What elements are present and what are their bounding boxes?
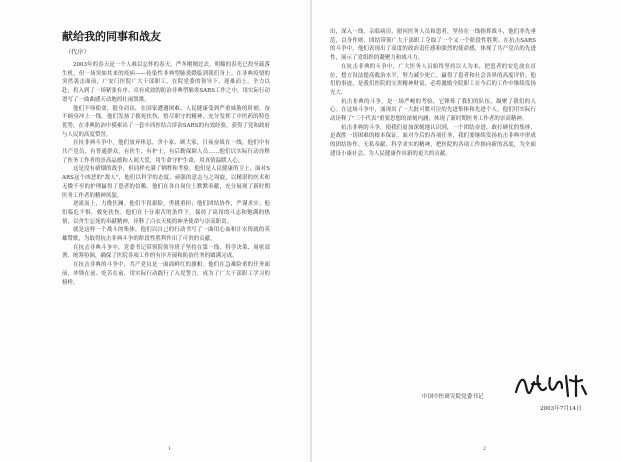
paragraph: 这是没有硝烟的战争，但同样充满了牺牲和考验。他们是人民健康的卫士，面对SARS这个凶恶的"敌人"，他们以科学的态度、顽强的意志与之周旋，以精湛的医术和无微不至的护理赢得了患者的信赖。他们在各自岗位上默默奉献，充分展现了新时期医务工作者的精神风貌。 xyxy=(62,166,270,199)
paragraph: 出，深入一线，亲临病房，慰问医务人员和患者，坚持在一线指挥战斗，他们率先垂范，以身作则，团结带领广大干部职工夺取了一个又一个阶段性胜利。在抗击SARS的斗争中，他们表现出了高度的政治责任感和强烈的使命感，体现了共产党员的先进性，展示了党组织的凝聚力和战斗力。 xyxy=(330,29,536,62)
paragraph: 在抗击非典斗争中，党委书记带领院领导班子坚持在第一线，科学决策、周密部署、统筹协调，确保了医院各项工作的有序开展和防治任务的圆满完成。 xyxy=(62,244,270,260)
left-text-column xyxy=(62,28,270,287)
document-title: 献给我的同事和战友 xyxy=(62,30,161,43)
right-text-column xyxy=(330,28,536,159)
signature-organization: 中国中医研究院党委书记 xyxy=(422,394,484,400)
page-number: 2 xyxy=(483,446,487,452)
paragraph: 抗击非典的斗争，是一场严峻的考验，它锤炼了我们的队伍，凝聚了我们的人心。在这场斗争中，涌现出了一大批可歌可泣的先进集体和先进个人，他们用实际行动诠释了"三个代表"重要思想的深刻内涵，体现了新时期医务工作者的崇高精神。 xyxy=(330,98,536,123)
paragraph: 2003年的春天是一个人难以忘怀的春天。严冬刚刚过去，明媚的春光已投至疏落生机，但一场突如其来的疫病——传染性非典型肺炎降临到我们身上。在非典疫情的突然袭击面前，广安门医院广大干部职工，在院党委的领导下，迎难而上，全力以赴，投入到了一场紧张有序、卓有成效的防治非典型肺炎SARS工作之中，用实际行动谱写了一曲曲感天动地的壮丽凯歌。 xyxy=(62,62,270,103)
page-number: 1 xyxy=(168,446,172,452)
paragraph: 在抗击非典的斗争中，共产党员是一面面鲜红的旗帜。他们在急难险重的任务面前，冲锋在前、吃苦在前，用实际行动践行了入党誓言，成为了广大干部职工学习的榜样。 xyxy=(62,262,270,286)
paragraph: 在抗非典斗争中，他们放弃休息，舍小家、顾大家，日夜奋战在一线，他们中有共产党员，有普通群众，有医生、有护士，有后勤保障人员……他们以实际行动诠释了医务工作者的崇高品德和人间大爱，用生命守护生命，用真情温暖人心。 xyxy=(62,140,270,164)
paragraph: 抗击非典的斗争，使我们更加深刻地认识到，一个团结奋进、敢打硬仗的集体，是战胜一切困难的根本保证。面对今后的各项任务，我们要继续发扬抗击非典中形成的团结协作、无私奉献、科学求实的精神，把医院的各项工作推向新的高度，为全面建设小康社会、为人民健康作出新的更大的贡献。 xyxy=(330,124,536,157)
paragraph: 就是这样一个战斗的集体，他们以自己的行动书写了一曲用心血和汗水铸就的英雄赞歌，为取得抗击非典斗争的阶段性胜利作出了可贵的贡献。 xyxy=(62,227,270,243)
signature-date: 2003年7月14日 xyxy=(540,406,582,412)
signature-block xyxy=(422,378,612,418)
paragraph: 他们不辱使命，挺身而出，在国家遭遇困难、人民健康受到严重威胁的时刻，奋不顾身冲上一线。他们发扬了救死扶伤、恪尽职守的精神，充分发挥了中医药的特色优势，在非典防治中摸索出了一套中西医结合诊治SARS的有效经验，获得了党和政府与人民的高度赞誉。 xyxy=(62,105,270,138)
right-page xyxy=(312,0,622,462)
handwritten-signature xyxy=(512,372,590,400)
preface-label: （代序） xyxy=(65,49,90,56)
paragraph: 在抗击非典的斗争中，广大医务人员始终坚持以人为本，把患者的安危放在首位，想方设法提高救治水平，努力减少死亡，赢得了患者和社会各界的高度评价。他们的事迹，是我们医院的宝贵精神财富，必将激励全院职工在今后的工作中继续发扬光大。 xyxy=(330,63,536,96)
paragraph: 逆流而上，力挽狂澜。他们不畏艰险，勇挑重担；他们团结协作，严谨求实；他们临危不惧，救死扶伤。他们在十分艰苦的条件下，保持了高昂的斗志和饱满的热情，以舍生忘死的奉献精神，诠释了白衣天使的神圣使命与崇高职责。 xyxy=(62,201,270,225)
left-page xyxy=(0,0,310,462)
